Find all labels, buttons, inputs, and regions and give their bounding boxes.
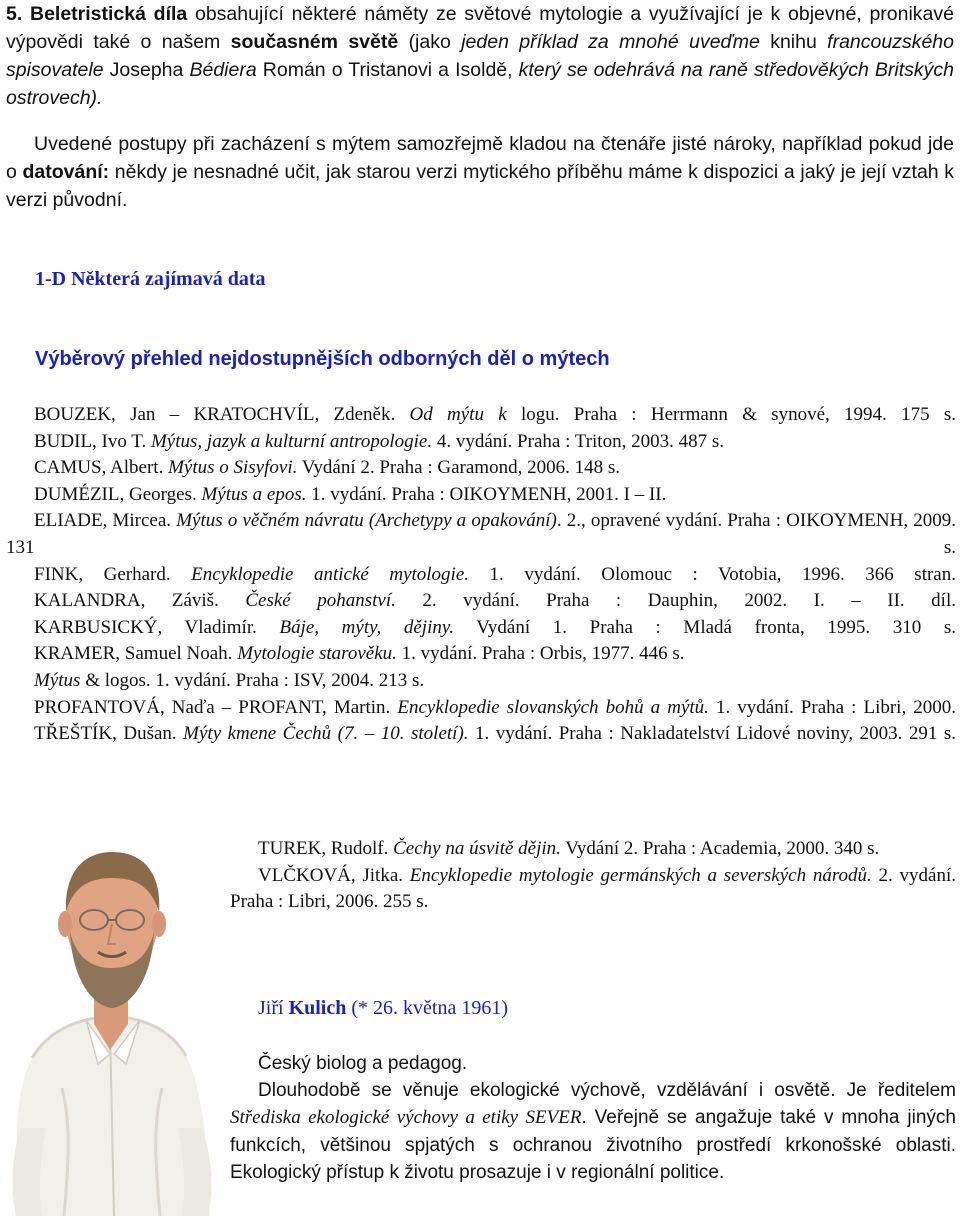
person-bio: Český biolog a pedagog. Dlouhodobě se věnuje ekologické výchově, vzdělávání i osvětě. Je ředitelem Střediska ekologické výchovy a etiky SEVER. Veřejně se angažuje také v mnoha jiných funkcích, většinou spjatých s ochranou životního prostředí krkonošské oblasti. Ekologický přístup k životu prosazuje i v regionální politice. [230,1050,956,1186]
person-name: Jiří Kulich (* 26. května 1961) [258,997,508,1019]
bib-entry: KALANDRA, Záviš. České pohanství. 2. vydání. Praha : Dauphin, 2002. I. – II. díl. [34,590,956,612]
bib-entry: TŘEŠTÍK, Dušan. Mýty kmene Čechů (7. – 10. století). 1. vydání. Praha : Nakladatelství Lidové noviny, 2003. 291 s. [34,723,957,745]
lead-text: Beletristická díla [29,3,188,25]
bib-entry: VLČKOVÁ, Jitka. Encyklopedie mytologie germánských a severských národů. 2. vydání. Praha : Libri, 2006. 255 s. [230,864,956,913]
emphasis: současném světě [230,31,399,53]
bib-entry: CAMUS, Albert. Mýtus o Sisyfovi. Vydání 2. Praha : Garamond, 2006. 148 s. [34,457,620,479]
organization-name: Střediska ekologické výchovy a etiky SEVER [230,1107,582,1129]
intro-paragraph: 5. Beletristická díla obsahující některé náměty ze světové mytologie a využívající je k objevné, pronikavé výpovědi také o našem současném světě (jako jeden příklad za mnohé uveďme knihu francouzského spisovatele Josepha Bédiera Román o Tristanovi a Isoldě, který se odehrává na raně středověkých Britských ostrovech). [6,3,955,109]
section-heading: 1-D Některá zajímavá data [35,268,266,290]
bib-entry: KARBUSICKÝ, Vladimír. Báje, mýty, dějiny. Vydání 1. Praha : Mladá fronta, 1995. 310 s. [34,616,956,638]
bib-entry: KRAMER, Samuel Noah. Mytologie starověku. 1. vydání. Praha : Orbis, 1977. 446 s. [34,643,685,665]
bib-entry: DUMÉZIL, Georges. Mýtus a epos. 1. vydání. Praha : OIKOYMENH, 2001. I – II. [34,483,667,505]
bib-entry: TUREK, Rudolf. Čechy na úsvitě dějin. Vydání 2. Praha : Academia, 2000. 340 s. [258,838,880,859]
bib-entry: ELIADE, Mircea. Mýtus o věčném návratu (Archetypy a opakování). 2., opravené vydání. Praha : OIKOYMENH, 2009. 131 s. [6,510,956,558]
dating-paragraph: Uvedené postupy při zacházení s mýtem samozřejmě kladou na čtenáře jisté nároky, například pokud jde o datování: někdy je nesnadné učit, jak starou verzi mytického příběhu máme k dispozici a jaký je její vztah k verzi původní. [6,133,955,211]
dating-term: datování: [22,161,110,183]
item-number: 5. [6,3,23,25]
bib-entry: PROFANTOVÁ, Naďa – PROFANT, Martin. Encyklopedie slovanských bohů a mýtů. 1. vydání. Praha : Libri, 2000. [34,696,957,718]
bib-entry: BUDIL, Ivo T. Mýtus, jazyk a kulturní antropologie. 4. vydání. Praha : Triton, 2003. 487 s. [34,430,724,452]
bib-entry: FINK, Gerhard. Encyklopedie antické mytologie. 1. vydání. Olomouc : Votobia, 1996. 366 stran. [34,563,956,585]
subsection-heading: Výběrový přehled nejdostupnějších odborných děl o mýtech [35,348,610,370]
bibliography-list-continued [230,836,956,916]
bib-entry: Mýtus & logos. 1. vydání. Praha : ISV, 2004. 213 s. [34,669,425,691]
bib-entry: BOUZEK, Jan – KRATOCHVÍL, Zdeněk. Od mýtu k logu. Praha : Herrmann & synové, 1994. 175 s. [34,404,956,425]
bibliography-list [6,402,956,748]
person-surname: Kulich [288,997,347,1019]
person-role: Český biolog a pedagog. [258,1053,468,1074]
portrait-photo [2,828,220,1216]
